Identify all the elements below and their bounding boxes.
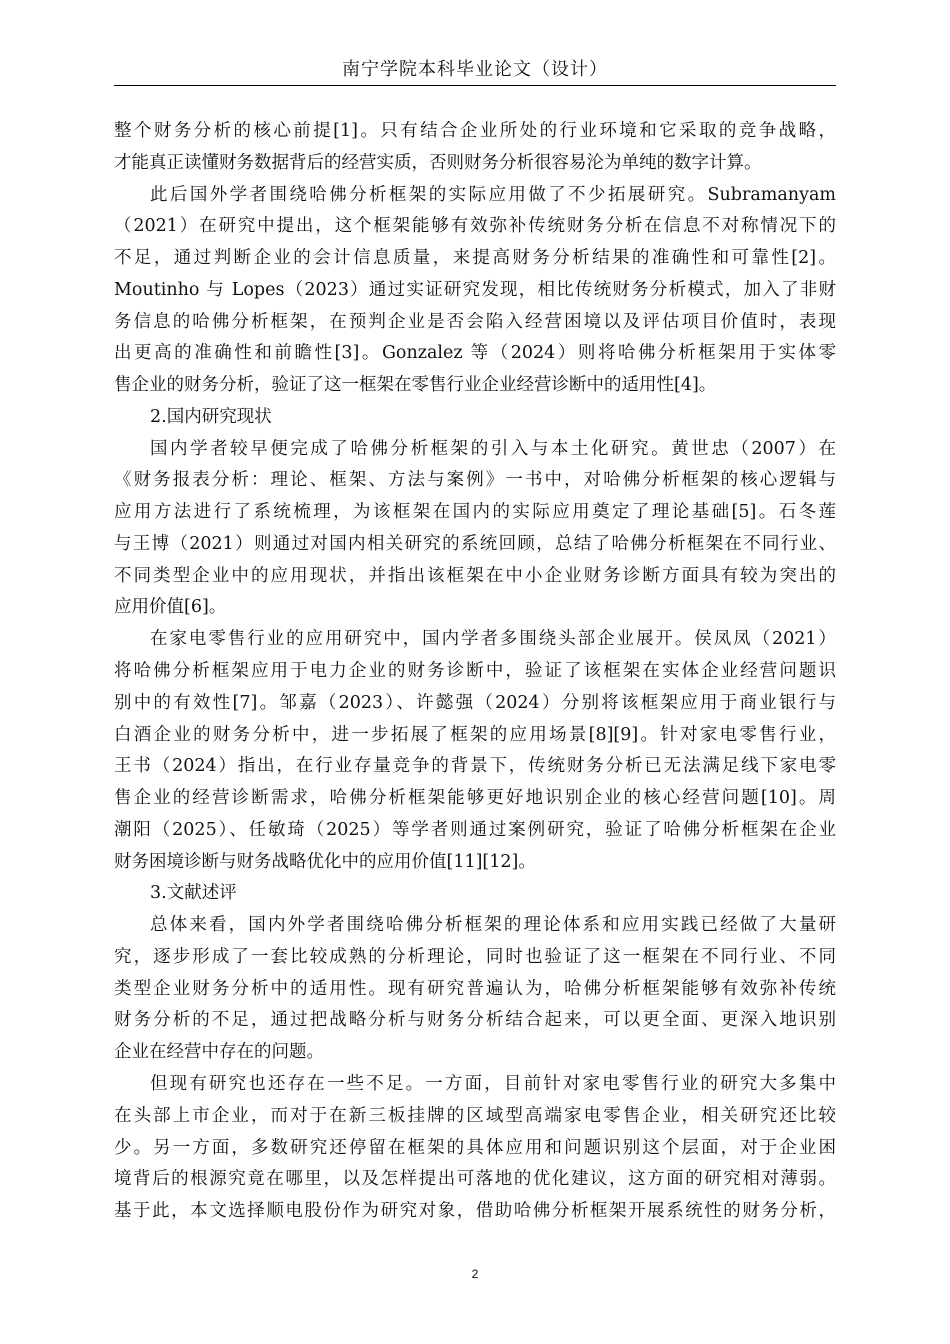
text-line: 境背后的根源究竟在哪里，以及怎样提出可落地的优化建议，这方面的研究相对薄弱。: [114, 1169, 836, 1190]
text-line: 务信息的哈佛分析框架，在预判企业是否会陷入经营困境以及评估项目价值时，表现: [114, 311, 836, 332]
header-rule: [114, 85, 836, 86]
text-line: 究，逐步形成了一套比较成熟的分析理论，同时也验证了这一框架在不同行业、不同: [114, 946, 836, 967]
text-line: 不足，通过判断企业的会计信息质量，来提高财务分析结果的准确性和可靠性[2]。: [114, 248, 836, 269]
text-line: 少。另一方面，多数研究还停留在框架的具体应用和问题识别这个层面，对于企业困: [114, 1137, 836, 1158]
text-line: 别中的有效性[7]。邹嘉（2023）、许懿强（2024）分别将该框架应用于商业银行与: [114, 692, 836, 713]
text-line: 出更高的准确性和前瞻性[3]。Gonzalez 等（2024）则将哈佛分析框架用于实体零: [114, 343, 836, 364]
text-line: 但现有研究也还存在一些不足。一方面，目前针对家电零售行业的研究大多集中: [150, 1073, 836, 1094]
text-line: 类型企业财务分析中的适用性。现有研究普遍认为，哈佛分析框架能够有效弥补传统: [114, 978, 836, 999]
text-line: Moutinho 与 Lopes（2023）通过实证研究发现，相比传统财务分析模式，加入了非财: [114, 279, 836, 300]
text-line: 财务困境诊断与财务战略优化中的应用价值[11][12]。: [114, 851, 536, 872]
text-line: 在家电零售行业的应用研究中，国内学者多围绕头部企业展开。侯凤凤（2021）: [150, 629, 836, 650]
text-line: 《财务报表分析：理论、框架、方法与案例》一书中，对哈佛分析框架的核心逻辑与: [114, 470, 836, 491]
text-line: 企业在经营中存在的问题。: [114, 1042, 324, 1063]
text-line: 在头部上市企业，而对于在新三板挂牌的区域型高端家电零售企业，相关研究还比较: [114, 1105, 836, 1126]
text-line: 不同类型企业中的应用现状，并指出该框架在中小企业财务诊断方面具有较为突出的: [114, 565, 836, 586]
text-line: 财务分析的不足，通过把战略分析与财务分析结合起来，可以更全面、更深入地识别: [114, 1010, 836, 1031]
text-line: 国内学者较早便完成了哈佛分析框架的引入与本土化研究。黄世忠（2007）在: [150, 438, 836, 459]
text-line: 基于此，本文选择顺电股份作为研究对象，借助哈佛分析框架开展系统性的财务分析，: [114, 1201, 836, 1222]
body-text: [114, 116, 836, 1228]
text-line: 应用价值[6]。: [114, 597, 227, 618]
text-line: 售企业的经营诊断需求，哈佛分析框架能够更好地识别企业的核心经营问题[10]。周: [114, 788, 836, 809]
page-header-title: 南宁学院本科毕业论文（设计）: [342, 59, 608, 80]
text-line: 总体来看，国内外学者围绕哈佛分析框架的理论体系和应用实践已经做了大量研: [150, 915, 836, 936]
text-line: 王书（2024）指出，在行业存量竞争的背景下，传统财务分析已无法满足线下家电零: [114, 756, 836, 777]
text-line: 与王博（2021）则通过对国内相关研究的系统回顾，总结了哈佛分析框架在不同行业、: [114, 533, 836, 554]
section-heading: 2.国内研究现状: [150, 406, 272, 427]
text-line: 整个财务分析的核心前提[1]。只有结合企业所处的行业环境和它采取的竞争战略，: [114, 121, 836, 141]
text-line: 白酒企业的财务分析中，进一步拓展了框架的应用场景[8][9]。针对家电零售行业，: [114, 724, 836, 745]
page-number: 2: [471, 1267, 479, 1281]
text-line: 售企业的财务分析，验证了这一框架在零售行业企业经营诊断中的适用性[4]。: [114, 375, 717, 396]
text-line: 应用方法进行了系统梳理，为该框架在国内的实际应用奠定了理论基础[5]。石冬莲: [114, 502, 836, 523]
text-line: 潮阳（2025）、任敏琦（2025）等学者则通过案例研究，验证了哈佛分析框架在企业: [114, 819, 836, 840]
text-line: 此后国外学者围绕哈佛分析框架的实际应用做了不少拓展研究。Subramanyam: [150, 184, 836, 205]
text-line: （2021）在研究中提出，这个框架能够有效弥补传统财务分析在信息不对称情况下的: [114, 216, 836, 237]
text-line: 将哈佛分析框架应用于电力企业的财务诊断中，验证了该框架在实体企业经营问题识: [114, 661, 836, 682]
text-line: 才能真正读懂财务数据背后的经营实质，否则财务分析很容易沦为单纯的数字计算。: [114, 152, 762, 173]
section-heading: 3.文献述评: [150, 883, 237, 904]
